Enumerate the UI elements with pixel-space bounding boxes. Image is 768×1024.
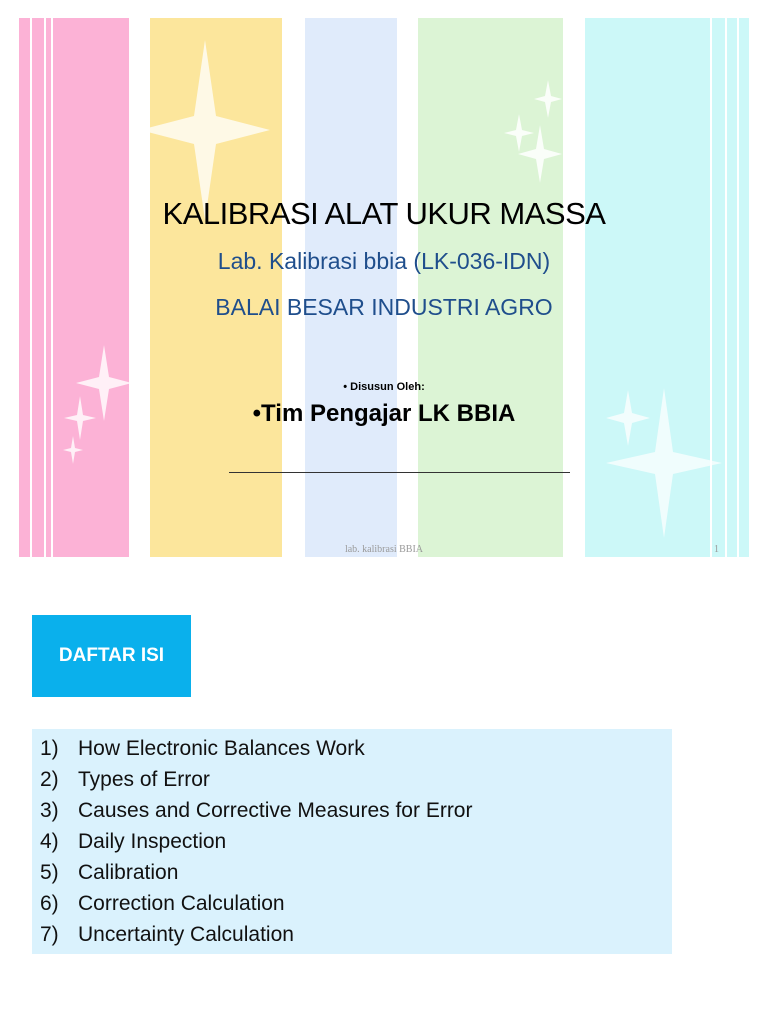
list-item-number: 4) <box>40 830 59 853</box>
toc-list <box>32 729 672 954</box>
stripe-line <box>725 18 727 557</box>
org-subtitle: BALAI BESAR INDUSTRI AGRO <box>215 294 553 320</box>
team-name: •Tim Pengajar LK BBIA <box>252 400 516 427</box>
sparkle-icon <box>534 80 562 118</box>
stripe-line <box>44 18 46 557</box>
page-title: KALIBRASI ALAT UKUR MASSA <box>162 196 606 231</box>
list-item-label: Uncertainty Calculation <box>78 923 294 946</box>
lab-subtitle: Lab. Kalibrasi bbia (LK-036-IDN) <box>217 248 551 274</box>
byline-label: • Disusun Oleh: <box>343 381 425 393</box>
list-item <box>32 764 672 795</box>
list-item-number: 3) <box>40 799 59 822</box>
list-item-number: 7) <box>40 923 59 946</box>
divider <box>229 472 570 473</box>
list-item <box>32 826 672 857</box>
list-item-label: Causes and Corrective Measures for Error <box>78 799 473 822</box>
list-item-number: 5) <box>40 861 59 884</box>
list-item-label: Correction Calculation <box>78 892 285 915</box>
list-item <box>32 919 672 950</box>
list-item <box>32 733 672 764</box>
list-item-number: 6) <box>40 892 59 915</box>
sparkle-icon <box>63 436 83 464</box>
list-item-label: Types of Error <box>78 768 210 791</box>
page-number: 1 <box>714 544 719 555</box>
list-item-label: Calibration <box>78 861 179 884</box>
toc-heading <box>32 615 191 697</box>
list-item-label: How Electronic Balances Work <box>78 737 365 760</box>
stripe-line <box>737 18 739 557</box>
stripe-line <box>51 18 53 557</box>
list-item <box>32 857 672 888</box>
stripe-line <box>30 18 32 557</box>
blue-stripe <box>305 18 397 557</box>
list-item <box>32 888 672 919</box>
list-item <box>32 795 672 826</box>
toc-heading-label: DAFTAR ISI <box>58 645 165 666</box>
slide-footer: lab. kalibrasi BBIA <box>344 544 424 555</box>
pink-stripe <box>19 18 129 557</box>
list-item-label: Daily Inspection <box>78 830 227 853</box>
list-item-number: 1) <box>40 737 59 760</box>
sparkle-icon <box>518 125 562 183</box>
list-item-number: 2) <box>40 768 59 791</box>
sparkle-icon <box>140 40 270 220</box>
